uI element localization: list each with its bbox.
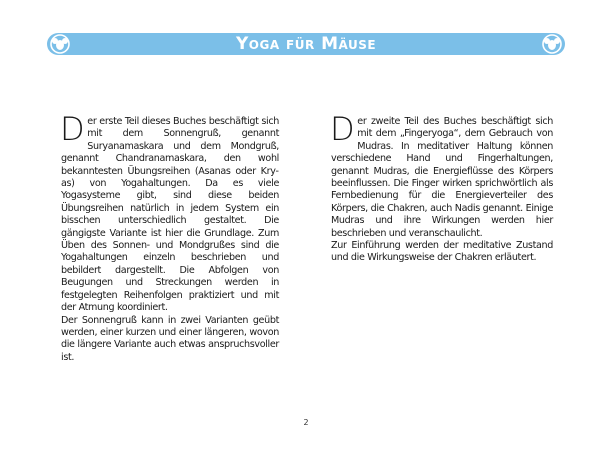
header-bar xyxy=(47,33,565,55)
paragraph: Der Sonnengruß kann in zwei Varianten geübt werden, einer kurzen und einer längeren, wovon die längere Variante auch etwas anspruchsvoller ist. xyxy=(61,314,279,363)
paragraph xyxy=(60,110,279,315)
mouse-face-icon xyxy=(542,34,562,54)
paragraph: Zur Einführung werden der meditative Zustand und die Wirkungsweise der Chakren erläutert. xyxy=(331,240,553,264)
page-title: Yoga für Mäuse xyxy=(235,34,377,54)
drop-cap: D xyxy=(330,110,355,148)
paragraph-text: er zweite Teil des Buches beschäftigt sich mit dem „Fingeryoga“, dem Gebrauch von Mudras. In meditativer Haltung können verschiedene Hand und Fingerhaltungen, genannt Mudras, die Energieflüsse des Körpers beeinflussen. Die Finger wirken sprichwörtlich als Fernbedienung für die Energieverteiler des Körpers, die Chakren, auch Nadis genannt. Einige Mudras und ihre Wirkungen werden hier beschrieben und veranschaulicht. xyxy=(331,116,553,239)
left-text-column xyxy=(60,110,279,364)
paragraph xyxy=(330,110,553,240)
drop-cap: D xyxy=(60,110,85,148)
paragraph-text: er erste Teil dieses Buches beschäftigt sich mit dem Sonnengruß, genannt Suryanamaskara und dem Mondgruß, genannt Chandranamaskara, den wohl bekanntesten Übungsreihen (Asanas oder Kryas) von Yogahaltungen. Da es viele Yogasysteme gibt, sind diese beiden Übungsreihen natürlich in jedem System ein bisschen unterschiedlich gestaltet. Die gängigste Variante ist hier die Grundlage. Zum Üben des Sonnen- und Mondgrußes sind die Yogahaltungen einzeln beschrieben und bebildert dargestellt. Die Abfolgen von Beugungen und Streckungen werden in festgelegten Reihenfolgen praktiziert und mit der Atmung koordiniert. xyxy=(61,116,279,314)
right-text-column xyxy=(330,110,553,265)
page-number: 2 xyxy=(303,418,309,427)
